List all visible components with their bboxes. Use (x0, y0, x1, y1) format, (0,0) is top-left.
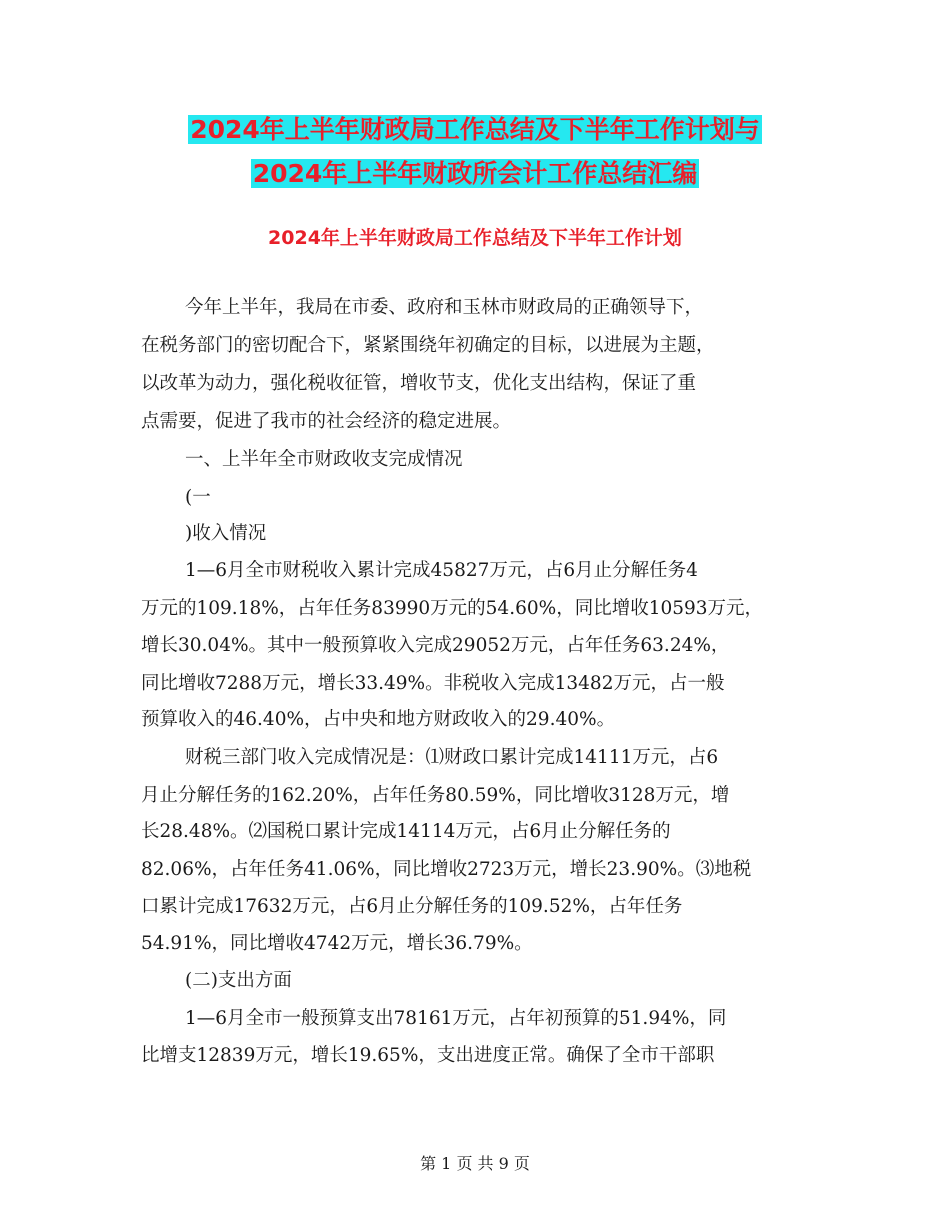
paragraph-line: 在税务部门的密切配合下，紧紧围绕年初确定的目标，以进展为主题， (141, 335, 715, 356)
section-heading: 一、上半年全市财政收支完成情况 (185, 449, 463, 470)
paragraph-line: 月止分解任务的162.20%，占年任务80.59%，同比增收3128万元，增 (141, 785, 730, 806)
section-title: 2024年上半年财政局工作总结及下半年工作计划 (268, 227, 682, 249)
paragraph-line: 54.91%，同比增收4742万元，增长36.79%。 (141, 933, 533, 954)
paragraph-line: 1—6月全市一般预算支出78161万元，占年初预算的51.94%，同 (185, 1008, 727, 1029)
subsection-heading: (二)支出方面 (185, 970, 292, 991)
paragraph-line: 万元的109.18%，占年任务83990万元的54.60%，同比增收10593万元， (141, 598, 764, 619)
document-title-line-1 (0, 111, 950, 149)
paragraph-line: 比增支12839万元，增长19.65%，支出进度正常。确保了全市干部职 (141, 1045, 715, 1066)
paragraph-line: 82.06%，占年任务41.06%，同比增收2723万元，增长23.90%。⑶地税 (141, 859, 752, 880)
paragraph-line: 增长30.04%。其中一般预算收入完成29052万元，占年任务63.24%， (141, 635, 730, 656)
subsection-heading: )收入情况 (185, 523, 267, 544)
paragraph-line: 点需要，促进了我市的社会经济的稳定进展。 (141, 411, 512, 432)
page-footer: 第 1 页 共 9 页 (420, 1154, 530, 1173)
paragraph-line: 口累计完成17632万元，占6月止分解任务的109.52%，占年任务 (141, 896, 683, 917)
paragraph-line: 长28.48%。⑵国税口累计完成14114万元，占6月止分解任务的 (141, 821, 671, 842)
paragraph-line: 今年上半年，我局在市委、政府和玉林市财政局的正确领导下， (185, 297, 704, 318)
paragraph-line: 财税三部门收入完成情况是：⑴财政口累计完成14111万元，占6 (185, 747, 719, 768)
document-title-line-2 (0, 155, 950, 193)
paragraph-line: 预算收入的46.40%，占中央和地方财政收入的29.40%。 (141, 709, 616, 730)
title-line-2-text: 2024年上半年财政所会计工作总结汇编 (252, 159, 698, 188)
paragraph-line: 以改革为动力，强化税收征管，增收节支，优化支出结构，保证了重 (141, 373, 697, 394)
paragraph-line: 同比增收7288万元，增长33.49%。非税收入完成13482万元，占一般 (141, 673, 725, 694)
paragraph-line: 1—6月全市财税收入累计完成45827万元，占6月止分解任务4 (185, 560, 698, 581)
paragraph-line: (一 (185, 487, 211, 508)
title-line-1-text: 2024年上半年财政局工作总结及下半年工作计划与 (190, 115, 760, 144)
